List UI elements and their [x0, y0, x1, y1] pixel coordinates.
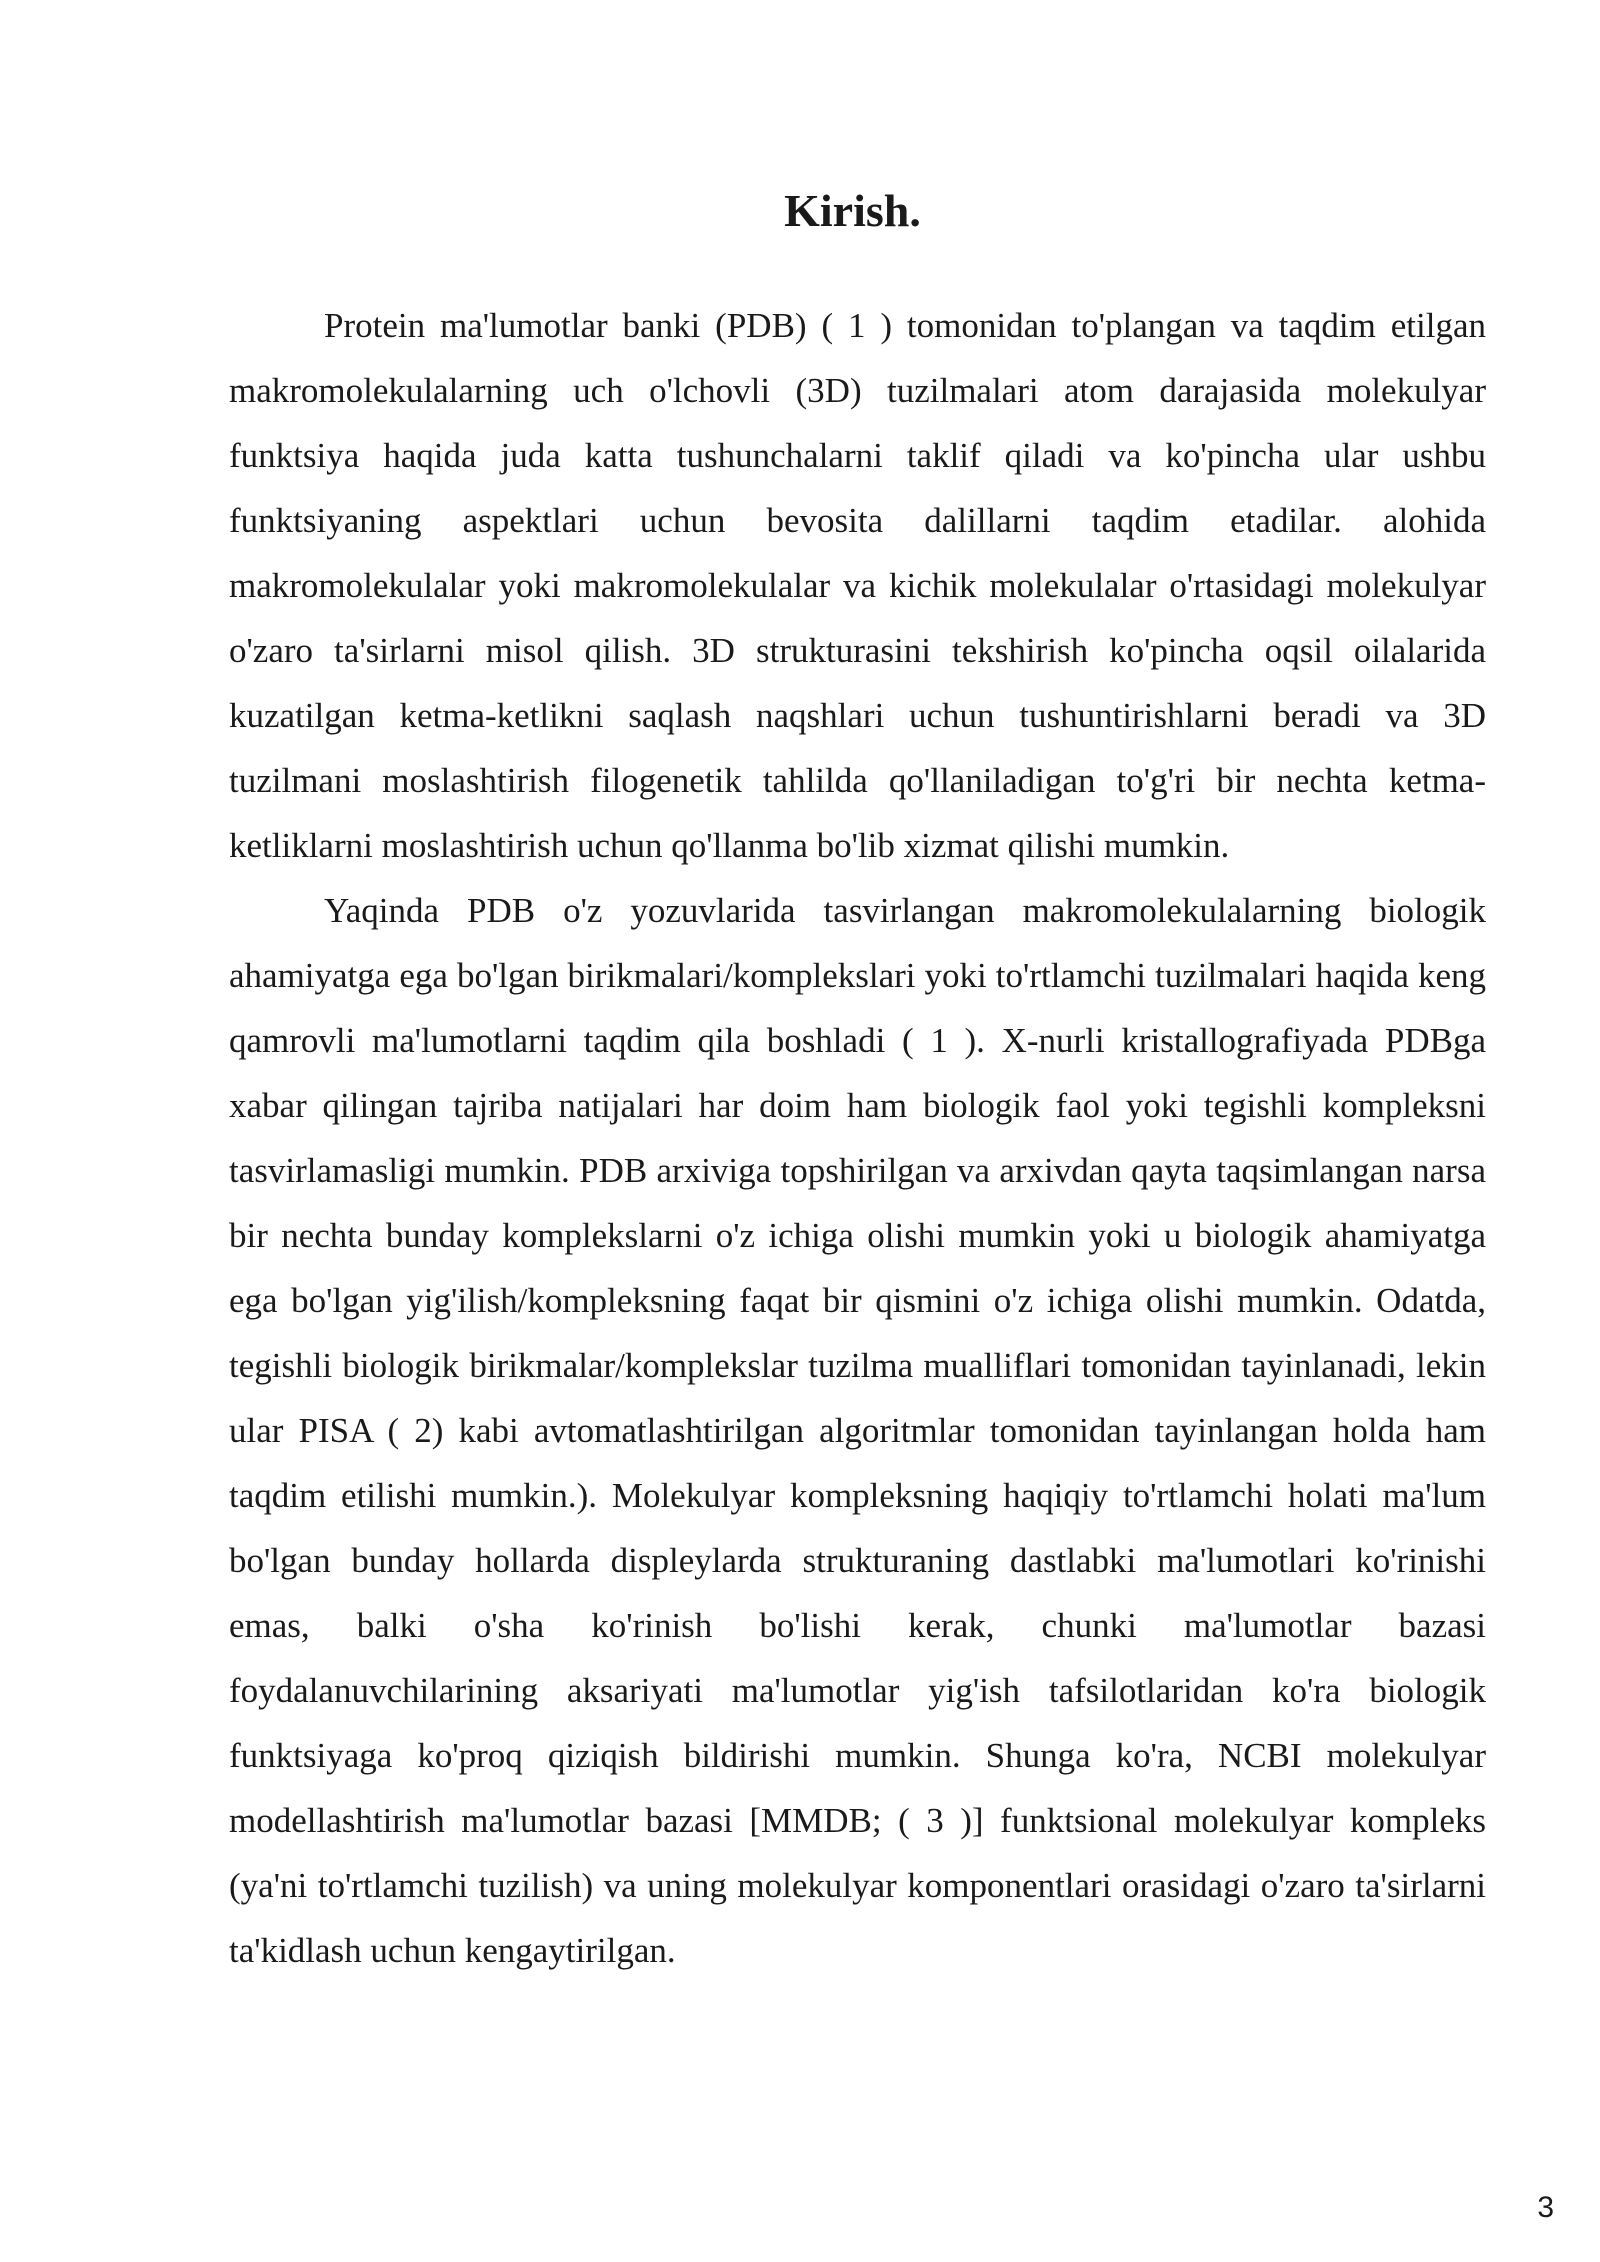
page-title: Kirish.	[784, 184, 921, 236]
page-number: 3	[1537, 2191, 1554, 2224]
paragraph-2: Yaqinda PDB o'z yozuvlarida tasvirlangan makromolekulalarning biologik ahamiyatga ega bo'lgan birikmalari/komplekslari yoki to'rtlamchi tuzilmalari haqida keng qamrovli ma'lumotlarni taqdim qila boshladi ( 1 ). X-nurli kristallografiyada PDBga xabar qilingan tajriba natijalari har doim ham biologik faol yoki tegishli kompleksni tasvirlamasligi mumkin. PDB arxiviga topshirilgan va arxivdan qayta taqsimlangan narsa bir nechta bunday komplekslarni o'z ichiga olishi mumkin yoki u biologik ahamiyatga ega bo'lgan yig'ilish/kompleksning faqat bir qismini o'z ichiga olishi mumkin. Odatda, tegishli biologik birikmalar/komplekslar tuzilma mualliflari tomonidan tayinlanadi, lekin ular PISA ( 2) kabi avtomatlashtirilgan algoritmlar tomonidan tayinlangan holda ham taqdim etilishi mumkin.). Molekulyar kompleksning haqiqiy to'rtlamchi holati ma'lum bo'lgan bunday hollarda displeylarda strukturaning dastlabki ma'lumotlari ko'rinishi emas, balki o'sha ko'rinish bo'lishi kerak, chunki ma'lumotlar bazasi foydalanuvchilarining aksariyati ma'lumotlar yig'ish tafsilotlaridan ko'ra biologik funktsiyaga ko'proq qiziqish bildirishi mumkin. Shunga ko'ra, NCBI molekulyar modellashtirish ma'lumotlar bazasi [MMDB; ( 3 )] funktsional molekulyar kompleks (ya'ni to'rtlamchi tuzilish) va uning molekulyar komponentlari orasidagi o'zaro ta'sirlarni ta'kidlash uchun kengaytirilgan.	[229, 891, 1486, 1970]
document-body	[229, 293, 1486, 1983]
paragraph-1: Protein ma'lumotlar banki (PDB) ( 1 ) tomonidan to'plangan va taqdim etilgan makromolekulalarning uch o'lchovli (3D) tuzilmalari atom darajasida molekulyar funktsiya haqida juda katta tushunchalarni taklif qiladi va ko'pincha ular ushbu funktsiyaning aspektlari uchun bevosita dalillarni taqdim etadilar. alohida makromolekulalar yoki makromolekulalar va kichik molekulalar o'rtasidagi molekulyar o'zaro ta'sirlarni misol qilish. 3D strukturasini tekshirish ko'pincha oqsil oilalarida kuzatilgan ketma-ketlikni saqlash naqshlari uchun tushuntirishlarni beradi va 3D tuzilmani moslashtirish filogenetik tahlilda qo'llaniladigan to'g'ri bir nechta ketma-ketliklarni moslashtirish uchun qo'llanma bo'lib xizmat qilishi mumkin.	[229, 306, 1486, 865]
